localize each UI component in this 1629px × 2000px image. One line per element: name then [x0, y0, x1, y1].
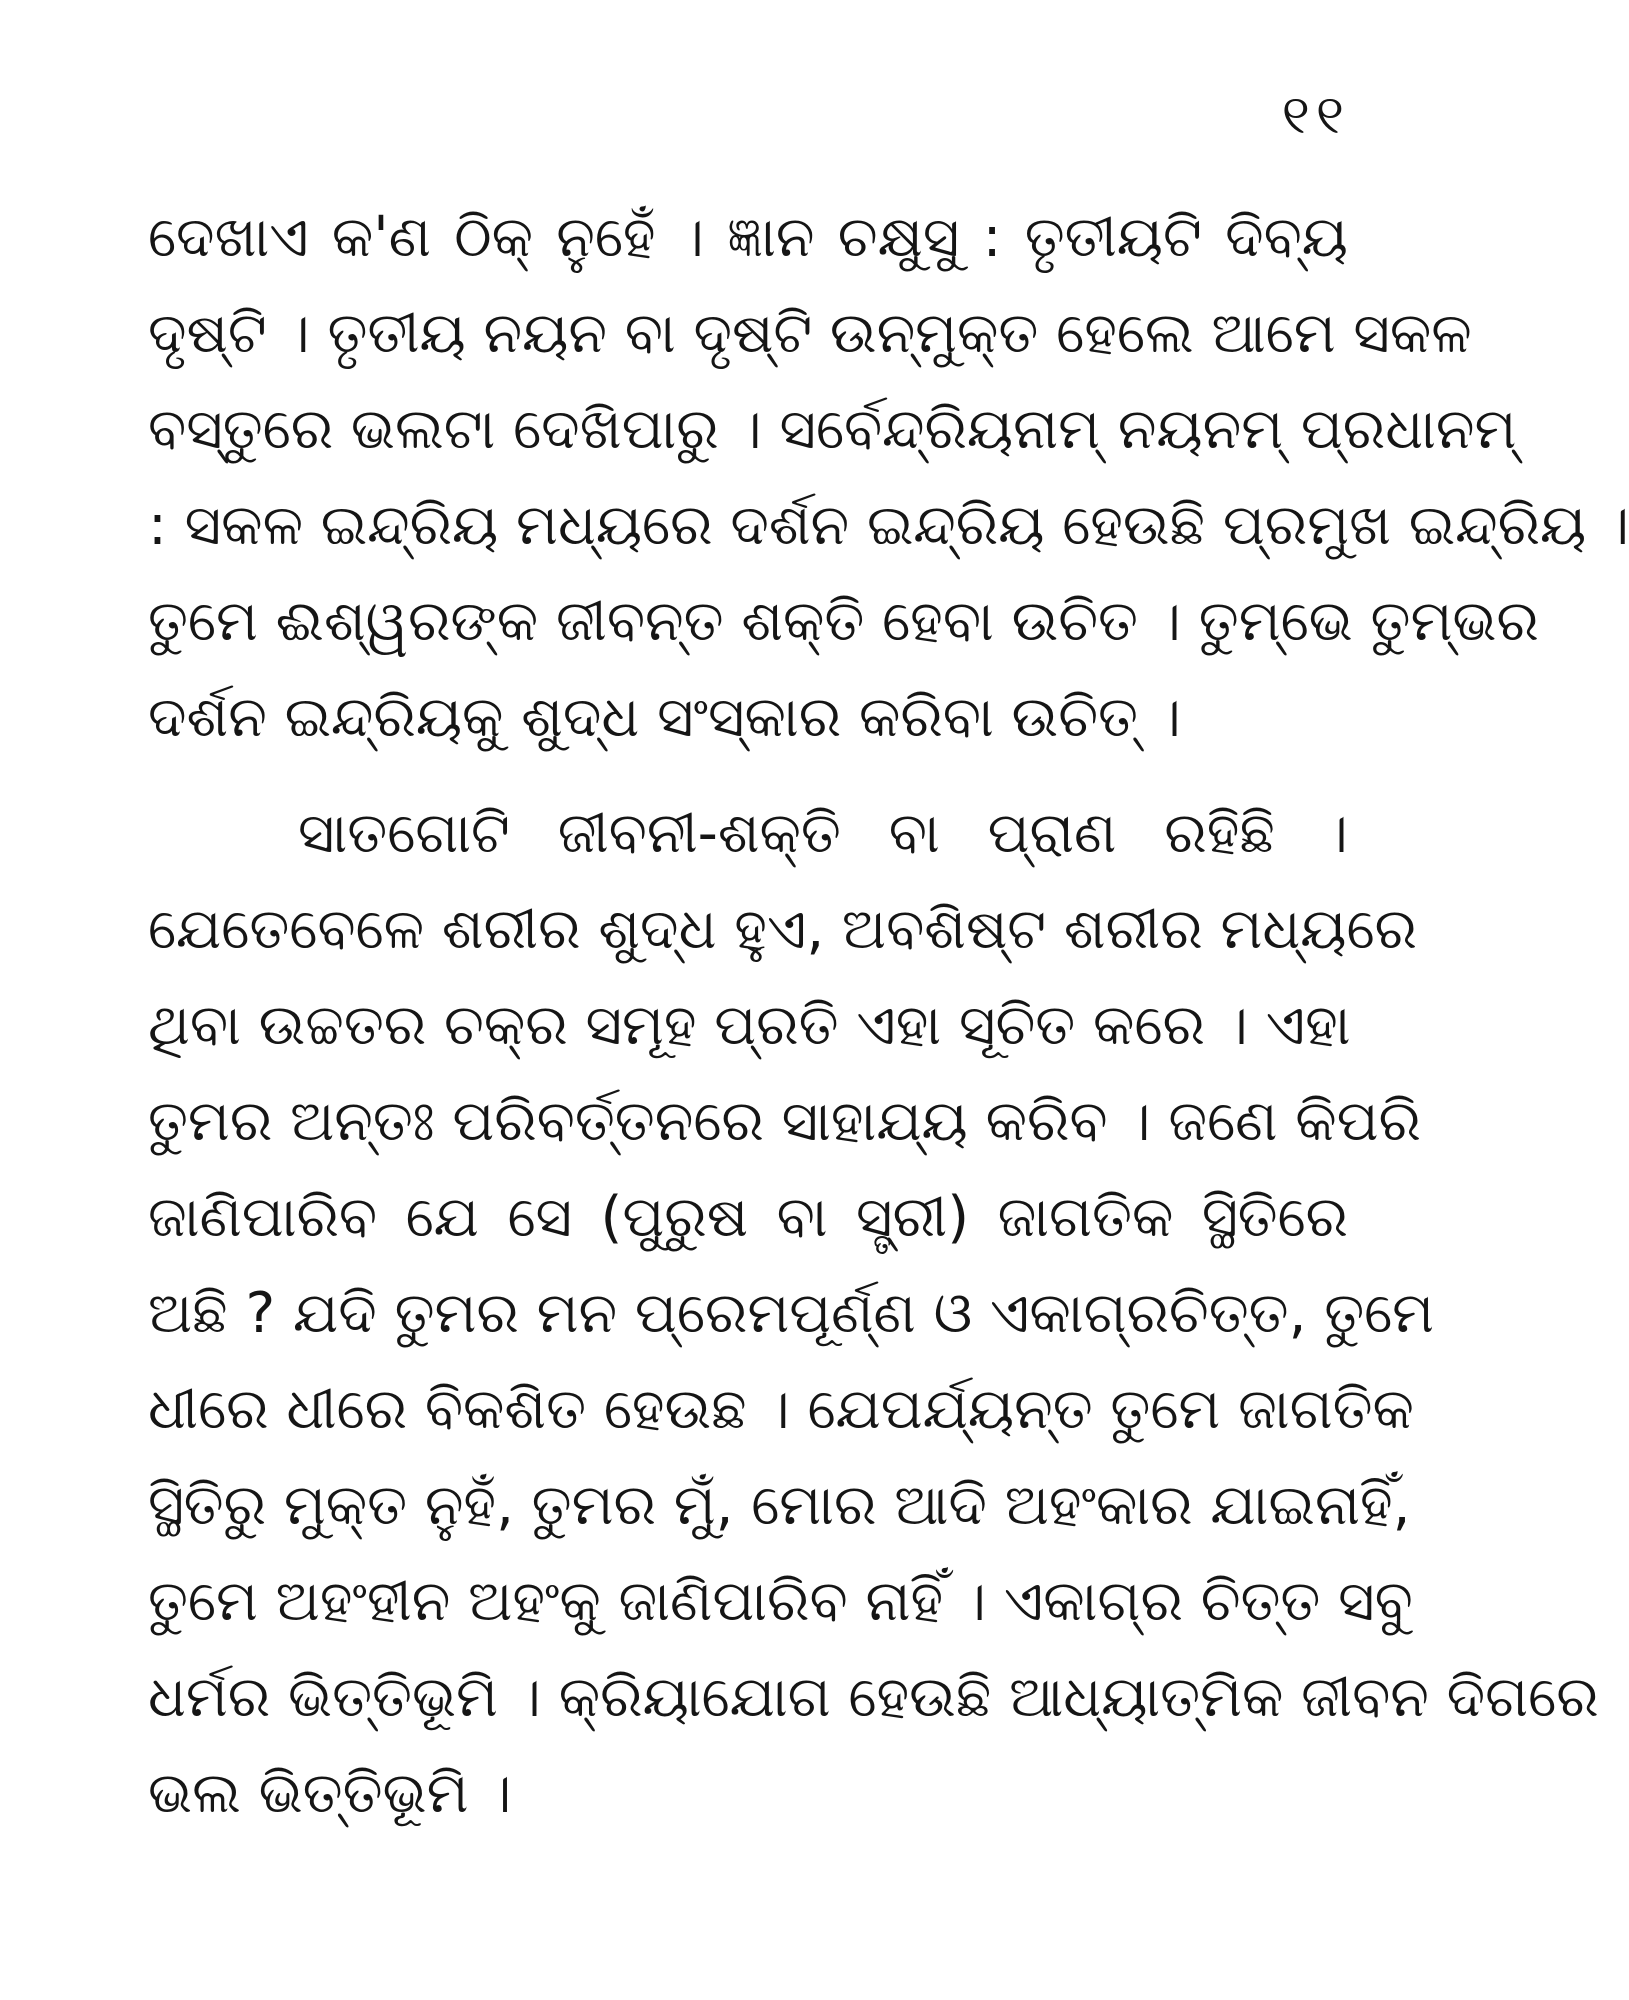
- text-line: ସ୍ଥିତିରୁ ମୁକ୍ତ ନୁହଁ, ତୁମର ମୁଁ, ମୋର ଆଦି ଅହଂକାର ଯାଇନାହିଁ,: [148, 1473, 1411, 1538]
- paragraph-1: [148, 190, 1629, 766]
- text-line: ଭଲ ଭିତ୍ତିଭୂମି ।: [148, 1761, 512, 1826]
- text-line: ଧର୍ମର ଭିତ୍ତିଭୂମି । କ୍ରିୟାଯୋଗ ହେଉଛି ଆଧ୍ୟାତ୍ମିକ ଜୀବନ ଦିଗରେ: [148, 1665, 1599, 1730]
- page-number: ୧୧: [1281, 83, 1350, 146]
- text-line: ତୁମେ ଅହଂହୀନ ଅହଂକୁ ଜାଣିପାରିବ ନାହିଁ । ଏକାଗ୍ର ଚିତ୍ତ ସବୁ: [148, 1569, 1413, 1634]
- text-line: ଦୃଷ୍ଟି । ତୃତୀୟ ନୟନ ବା ଦୃଷ୍ଟି ଉନ୍ମୁକ୍ତ ହେଲେ ଆମେ ସକଳ: [148, 301, 1472, 366]
- text-line: ଜାଣିପାରିବ ଯେ ସେ (ପୁରୁଷ ବା ସ୍ତ୍ରୀ) ଜାଗତିକ ସ୍ଥିତିରେ: [148, 1185, 1348, 1250]
- text-line: ଦର୍ଶନ ଇନ୍ଦ୍ରିୟକୁ ଶୁଦ୍ଧ ସଂସ୍କାର କରିବା ଉଚିତ୍ ।: [148, 685, 1181, 750]
- text-line: ଅଛି ? ଯଦି ତୁମର ମନ ପ୍ରେମପୂର୍ଣ୍ଣ ଓ ଏକାଗ୍ରଚିତ୍ତ, ତୁମେ: [148, 1281, 1435, 1346]
- body-text: [148, 190, 1629, 1842]
- paragraph-spacer: [148, 766, 1348, 786]
- text-line: ଦେଖାଏ କ'ଣ ଠିକ୍ ନୁହେଁ । ଜ୍ଞାନ ଚକ୍ଷୁସୁ : ତୃତୀୟଟି ଦିବ୍ୟ: [148, 205, 1348, 270]
- text-line: ତୁମର ଅନ୍ତଃ ପରିବର୍ତ୍ତନରେ ସାହାଯ୍ୟ କରିବ । ଜଣେ କିପରି: [148, 1089, 1421, 1154]
- text-line: : ସକଳ ଇନ୍ଦ୍ରିୟ ମଧ୍ୟରେ ଦର୍ଶନ ଇନ୍ଦ୍ରିୟ ହେଉଛି ପ୍ରମୁଖ ଇନ୍ଦ୍ରିୟ ।: [148, 493, 1629, 558]
- text-line: ସାତଗୋଟି ଜୀବନୀ-ଶକ୍ତି ବା ପ୍ରାଣ ରହିଛି ।: [298, 801, 1348, 866]
- text-line: ତୁମେ ଈଶ୍ୱରଙ୍କ ଜୀବନ୍ତ ଶକ୍ତି ହେବା ଉଚିତ । ତୁମ୍ଭେ ତୁମ୍ଭର: [148, 589, 1539, 654]
- text-line: ଥିବା ଉଚ୍ଚତର ଚକ୍ର ସମୂହ ପ୍ରତି ଏହା ସୂଚିତ କରେ । ଏହା: [148, 993, 1351, 1058]
- paragraph-2: [148, 786, 1599, 1842]
- text-line: ଧୀରେ ଧୀରେ ବିକଶିତ ହେଉଛ । ଯେପର୍ଯ୍ୟନ୍ତ ତୁମେ ଜାଗତିକ: [148, 1377, 1414, 1442]
- text-line: ବସ୍ତୁରେ ଭଲଟା ଦେଖିପାରୁ । ସର୍ବେନ୍ଦ୍ରିୟନାମ୍ ନୟନମ୍ ପ୍ରଧାନମ୍: [148, 397, 1517, 462]
- text-line: ଯେତେବେଳେ ଶରୀର ଶୁଦ୍ଧ ହୁଏ, ଅବଶିଷ୍ଟ ଶରୀର ମଧ୍ୟରେ: [148, 897, 1417, 962]
